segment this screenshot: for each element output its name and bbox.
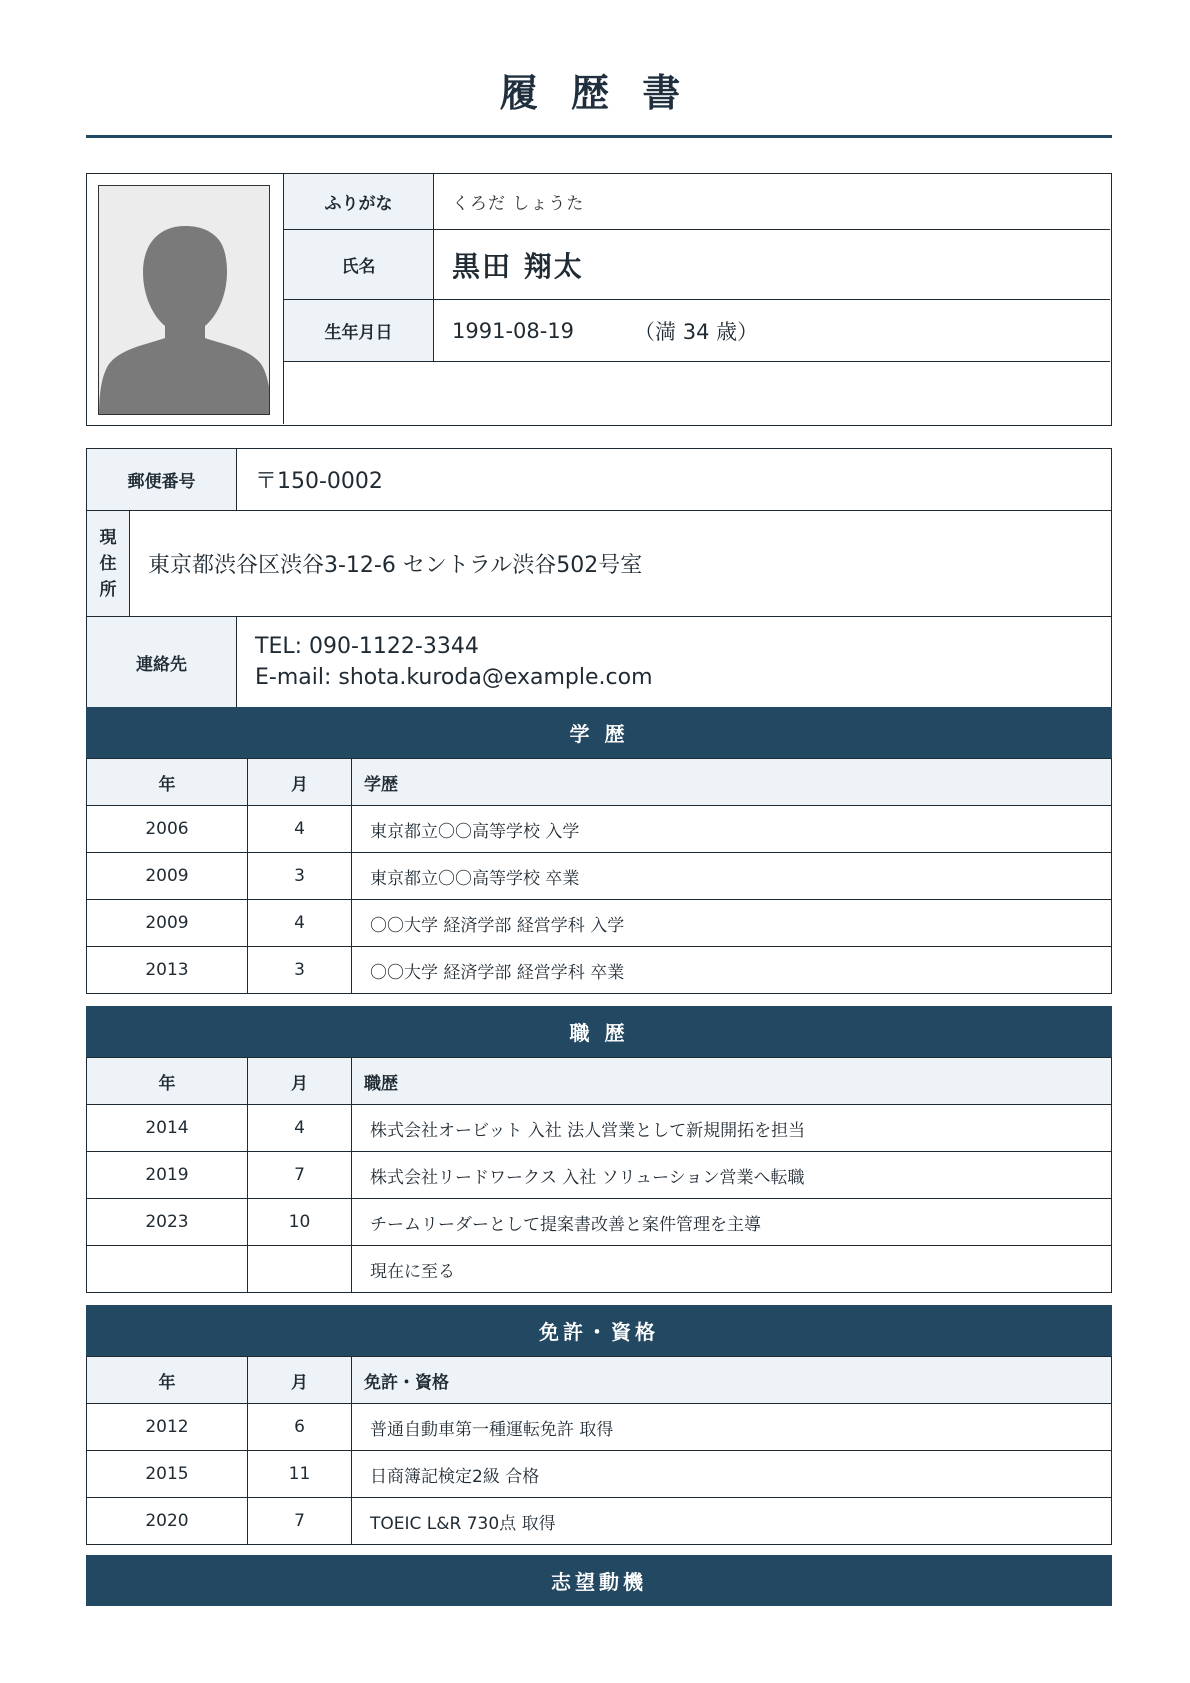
month-header: 月 (248, 759, 352, 806)
motivation-section (86, 1555, 1112, 1606)
email-value: E-mail: shota.kuroda@example.com (255, 665, 653, 690)
licenses-header: 免許・資格 (352, 1357, 1112, 1404)
career-table (86, 1057, 1112, 1293)
contact-row (87, 617, 1111, 708)
postal-row (87, 449, 1111, 511)
education-heading: 学 歴 (86, 707, 1112, 758)
month-header: 月 (248, 1058, 352, 1105)
address-block (86, 448, 1112, 708)
licenses-section (86, 1305, 1112, 1545)
table-row: 2020 7 TOEIC L&R 730点 取得 (87, 1498, 1112, 1545)
table-row: 2015 11 日商簿記検定2級 合格 (87, 1451, 1112, 1498)
table-row: 現在に至る (87, 1246, 1112, 1293)
table-row: 2012 6 普通自動車第一種運転免許 取得 (87, 1404, 1112, 1451)
age-value: （満 34 歳） (634, 319, 759, 344)
birthdate-value: 1991-08-19 (452, 318, 575, 343)
table-row: 2019 7 株式会社リードワークス 入社 ソリューション営業へ転職 (87, 1152, 1112, 1199)
name-row (284, 230, 1110, 300)
photo-placeholder (98, 185, 270, 415)
furigana-row (284, 174, 1110, 230)
licenses-heading: 免許・資格 (86, 1305, 1112, 1356)
birthdate-label: 生年月日 (284, 300, 434, 361)
education-header: 学歴 (352, 759, 1112, 806)
career-section (86, 1006, 1112, 1293)
furigana-label: ふりがな (284, 174, 434, 229)
education-section (86, 707, 1112, 994)
photo-cell (87, 174, 284, 424)
table-row: 2013 3 〇〇大学 経済学部 経営学科 卒業 (87, 947, 1112, 994)
table-row: 2014 4 株式会社オービット 入社 法人営業として新規開拓を担当 (87, 1105, 1112, 1152)
address-label: 現 住 所 (87, 511, 130, 616)
tel-value: TEL: 090-1122-3344 (255, 634, 479, 659)
profile-block (86, 173, 1112, 426)
career-heading: 職 歴 (86, 1006, 1112, 1057)
address-row (87, 511, 1111, 617)
career-header: 職歴 (352, 1058, 1112, 1105)
motivation-heading: 志望動機 (86, 1555, 1112, 1606)
person-silhouette-icon (99, 186, 270, 415)
furigana-value: くろだ しょうた (452, 194, 585, 214)
address-value: 東京都渋谷区渋谷3-12-6 セントラル渋谷502号室 (148, 553, 643, 578)
name-value: 黒田 翔太 (452, 249, 584, 283)
table-row: 2006 4 東京都立〇〇高等学校 入学 (87, 806, 1112, 853)
postal-value: 〒150-0002 (255, 469, 383, 494)
education-table (86, 758, 1112, 994)
document-title: 履 歴 書 (499, 71, 691, 115)
licenses-table (86, 1356, 1112, 1545)
postal-label: 郵便番号 (87, 449, 237, 510)
year-header: 年 (87, 759, 248, 806)
year-header: 年 (87, 1058, 248, 1105)
birthdate-row (284, 300, 1110, 362)
contact-label: 連絡先 (87, 617, 237, 707)
table-row: 2009 3 東京都立〇〇高等学校 卒業 (87, 853, 1112, 900)
title-divider (86, 135, 1112, 138)
table-row: 2023 10 チームリーダーとして提案書改善と案件管理を主導 (87, 1199, 1112, 1246)
name-label: 氏名 (284, 230, 434, 299)
year-header: 年 (87, 1357, 248, 1404)
table-row: 2009 4 〇〇大学 経済学部 経営学科 入学 (87, 900, 1112, 947)
month-header: 月 (248, 1357, 352, 1404)
name-rows (284, 174, 1110, 362)
